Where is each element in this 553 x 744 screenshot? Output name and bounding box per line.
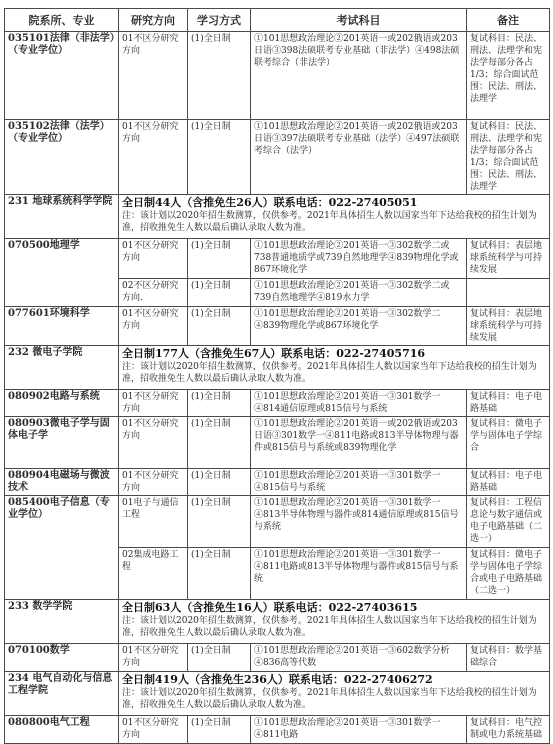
major-cell: 080904电磁场与微波技术 bbox=[5, 469, 119, 496]
exam-cell: ①101思想政治理论②201英语一③302数学二④839物理化学或867环境化学 bbox=[251, 307, 467, 346]
table-row bbox=[5, 716, 550, 744]
exam-cell: ①101思想政治理论②201英语一③301数学一④815信号与系统 bbox=[251, 469, 467, 496]
exam-cell: ①101思想政治理论②201英语一③602数学分析④836高等代数 bbox=[251, 644, 467, 672]
remark-cell: 复试科目：表层地球系统科学与可持续发展 bbox=[467, 239, 550, 279]
exam-cell: ①101思想政治理论②201英语一或202俄语或203日语③301数学一④811电路或813半导体物理与器件或815信号与系统或839物理化学 bbox=[251, 417, 467, 469]
remark-cell: 复试科目：电子电路基础 bbox=[467, 469, 550, 496]
direction-cell: 01不区分研究方向 bbox=[119, 120, 188, 195]
dept-note: 注：该计划以2020年招生数测算，仅供参考。2021年具体招生人数以国家当年下达给我校的招生计划为准，招收推免生人数以最后确认录取人数为准。 bbox=[122, 688, 537, 710]
remark-cell bbox=[467, 279, 550, 307]
admissions-table bbox=[4, 8, 550, 744]
direction-cell: 01不区分研究方向 bbox=[119, 644, 188, 672]
table-row bbox=[5, 417, 550, 469]
table-row bbox=[5, 32, 550, 120]
dept-cell: 234 电气自动化与信息工程学院 bbox=[5, 672, 119, 716]
remark-cell: 复试科目：电子电路基础 bbox=[467, 390, 550, 417]
table-row bbox=[5, 390, 550, 417]
dept-cell: 231 地球系统科学学院 bbox=[5, 195, 119, 239]
major-cell: 070100数学 bbox=[5, 644, 119, 672]
mode-cell: (1)全日制 bbox=[188, 548, 251, 600]
dept-note: 注：该计划以2020年招生数测算，仅供参考。2021年具体招生人数以国家当年下达给我校的招生计划为准，招收推免生人数以最后确认录取人数为准。 bbox=[122, 362, 537, 384]
major-cell: 085400电子信息（专业学位） bbox=[5, 496, 119, 600]
mode-cell: (1)全日制 bbox=[188, 417, 251, 469]
mode-cell: (1)全日制 bbox=[188, 716, 251, 744]
dept-summary: 全日制44人（含推免生26人）联系电话：022-27405051 bbox=[122, 196, 418, 209]
table-row bbox=[5, 239, 550, 279]
remark-cell: 复试科目：民法、刑法、法理学和宪法学每部分各占1/3；综合面试范围：民法、刑法、法理学 bbox=[467, 32, 550, 120]
exam-cell: ①101思想政治理论②201英语一③301数学一④813半导体物理与器件或814通信原理或815信号与系统 bbox=[251, 496, 467, 548]
header-row bbox=[5, 9, 550, 32]
direction-cell: 02不区分研究方向. bbox=[119, 279, 188, 307]
exam-cell: ①101思想政治理论②201英语一或202俄语或203日语③398法硕联考专业基础（非法学）④498法硕联考综合（非法学） bbox=[251, 32, 467, 120]
mode-cell: (1)全日制 bbox=[188, 239, 251, 279]
major-cell: 080800电气工程 bbox=[5, 716, 119, 744]
direction-cell: 01不区分研究方向 bbox=[119, 239, 188, 279]
direction-cell: 01不区分研究方向 bbox=[119, 716, 188, 744]
mode-cell: (1)全日制 bbox=[188, 307, 251, 346]
exam-cell: ①101思想政治理论②201英语一或202俄语或203日语③397法硕联考专业基础（法学）④497法硕联考综合（法学） bbox=[251, 120, 467, 195]
dept-row bbox=[5, 600, 550, 644]
remark-cell: 复试科目：工程信息论与数字通信或电子电路基础（二选一） bbox=[467, 496, 550, 548]
major-cell: 077601环境科学 bbox=[5, 307, 119, 346]
dept-summary-cell bbox=[119, 195, 550, 239]
dept-summary-cell bbox=[119, 346, 550, 390]
major-cell: 070500地理学 bbox=[5, 239, 119, 307]
table-row bbox=[5, 120, 550, 195]
remark-cell: 复试科目：电气控制或电力系统基础 bbox=[467, 716, 550, 744]
header-dept: 院系所、专业 bbox=[5, 9, 119, 32]
dept-summary: 全日制419人（含推免生236人）联系电话：022-27406272 bbox=[122, 673, 433, 686]
dept-note: 注：该计划以2020年招生数测算，仅供参考。2021年具体招生人数以国家当年下达给我校的招生计划为准，招收推免生人数以最后确认录取人数为准。 bbox=[122, 616, 537, 638]
header-exam: 考试科目 bbox=[251, 9, 467, 32]
major-cell: 080902电路与系统 bbox=[5, 390, 119, 417]
table-row bbox=[5, 307, 550, 346]
header-mode: 学习方式 bbox=[188, 9, 251, 32]
exam-cell: ①101思想政治理论②201英语一③301数学一④811电路或813半导体物理与器件或815信号与系统 bbox=[251, 548, 467, 600]
direction-cell: 01不区分研究方向 bbox=[119, 469, 188, 496]
major-cell: 080903微电子学与固体电子学 bbox=[5, 417, 119, 469]
mode-cell: (1)全日制 bbox=[188, 279, 251, 307]
table-row bbox=[5, 496, 550, 548]
dept-row bbox=[5, 195, 550, 239]
header-direction: 研究方向 bbox=[119, 9, 188, 32]
major-cell: 035101法律（非法学）（专业学位） bbox=[5, 32, 119, 120]
remark-cell: 复试科目：微电子学与固体电子学综合 bbox=[467, 417, 550, 469]
dept-cell: 232 微电子学院 bbox=[5, 346, 119, 390]
mode-cell: (1)全日制 bbox=[188, 120, 251, 195]
remark-cell: 复试科目：数学基础综合 bbox=[467, 644, 550, 672]
exam-cell: ①101思想政治理论②201英语一③301数学一④814通信原理或815信号与系统 bbox=[251, 390, 467, 417]
direction-cell: 02集成电路工程 bbox=[119, 548, 188, 600]
dept-summary-cell bbox=[119, 600, 550, 644]
direction-cell: 01不区分研究方向 bbox=[119, 390, 188, 417]
mode-cell: (1)全日制 bbox=[188, 496, 251, 548]
direction-cell: 01电子与通信工程 bbox=[119, 496, 188, 548]
mode-cell: (1)全日制 bbox=[188, 32, 251, 120]
mode-cell: (1)全日制 bbox=[188, 644, 251, 672]
dept-summary: 全日制63人（含推免生16人）联系电话：022-27403615 bbox=[122, 601, 418, 614]
mode-cell: (1)全日制 bbox=[188, 390, 251, 417]
remark-cell: 复试科目：表层地球系统科学与可持续发展 bbox=[467, 307, 550, 346]
dept-note: 注：该计划以2020年招生数测算，仅供参考。2021年具体招生人数以国家当年下达给我校的招生计划为准，招收推免生人数以最后确认录取人数为准。 bbox=[122, 211, 537, 233]
exam-cell: ①101思想政治理论②201英语一③302数学二或738普通地质学或739自然地理学④839物理化学或867环境化学 bbox=[251, 239, 467, 279]
header-remark: 备注 bbox=[467, 9, 550, 32]
direction-cell: 01不区分研究方向 bbox=[119, 417, 188, 469]
exam-cell: ①101思想政治理论②201英语一③301数学一④811电路 bbox=[251, 716, 467, 744]
table-row bbox=[5, 469, 550, 496]
table-row bbox=[5, 644, 550, 672]
dept-cell: 233 数学学院 bbox=[5, 600, 119, 644]
remark-cell: 复试科目：民法、刑法、法理学和宪法学每部分各占1/3；综合面试范围：民法、刑法、法理学 bbox=[467, 120, 550, 195]
major-cell: 035102法律（法学）（专业学位） bbox=[5, 120, 119, 195]
direction-cell: 01不区分研究方向 bbox=[119, 307, 188, 346]
remark-cell: 复试科目：微电子学与固体电子学综合或电子电路基础（二选一） bbox=[467, 548, 550, 600]
dept-row bbox=[5, 346, 550, 390]
dept-summary: 全日制177人（含推免生67人）联系电话：022-27405716 bbox=[122, 347, 426, 360]
direction-cell: 01不区分研究方向 bbox=[119, 32, 188, 120]
mode-cell: (1)全日制 bbox=[188, 469, 251, 496]
exam-cell: ①101思想政治理论②201英语一③302数学二或739自然地理学④819水力学 bbox=[251, 279, 467, 307]
